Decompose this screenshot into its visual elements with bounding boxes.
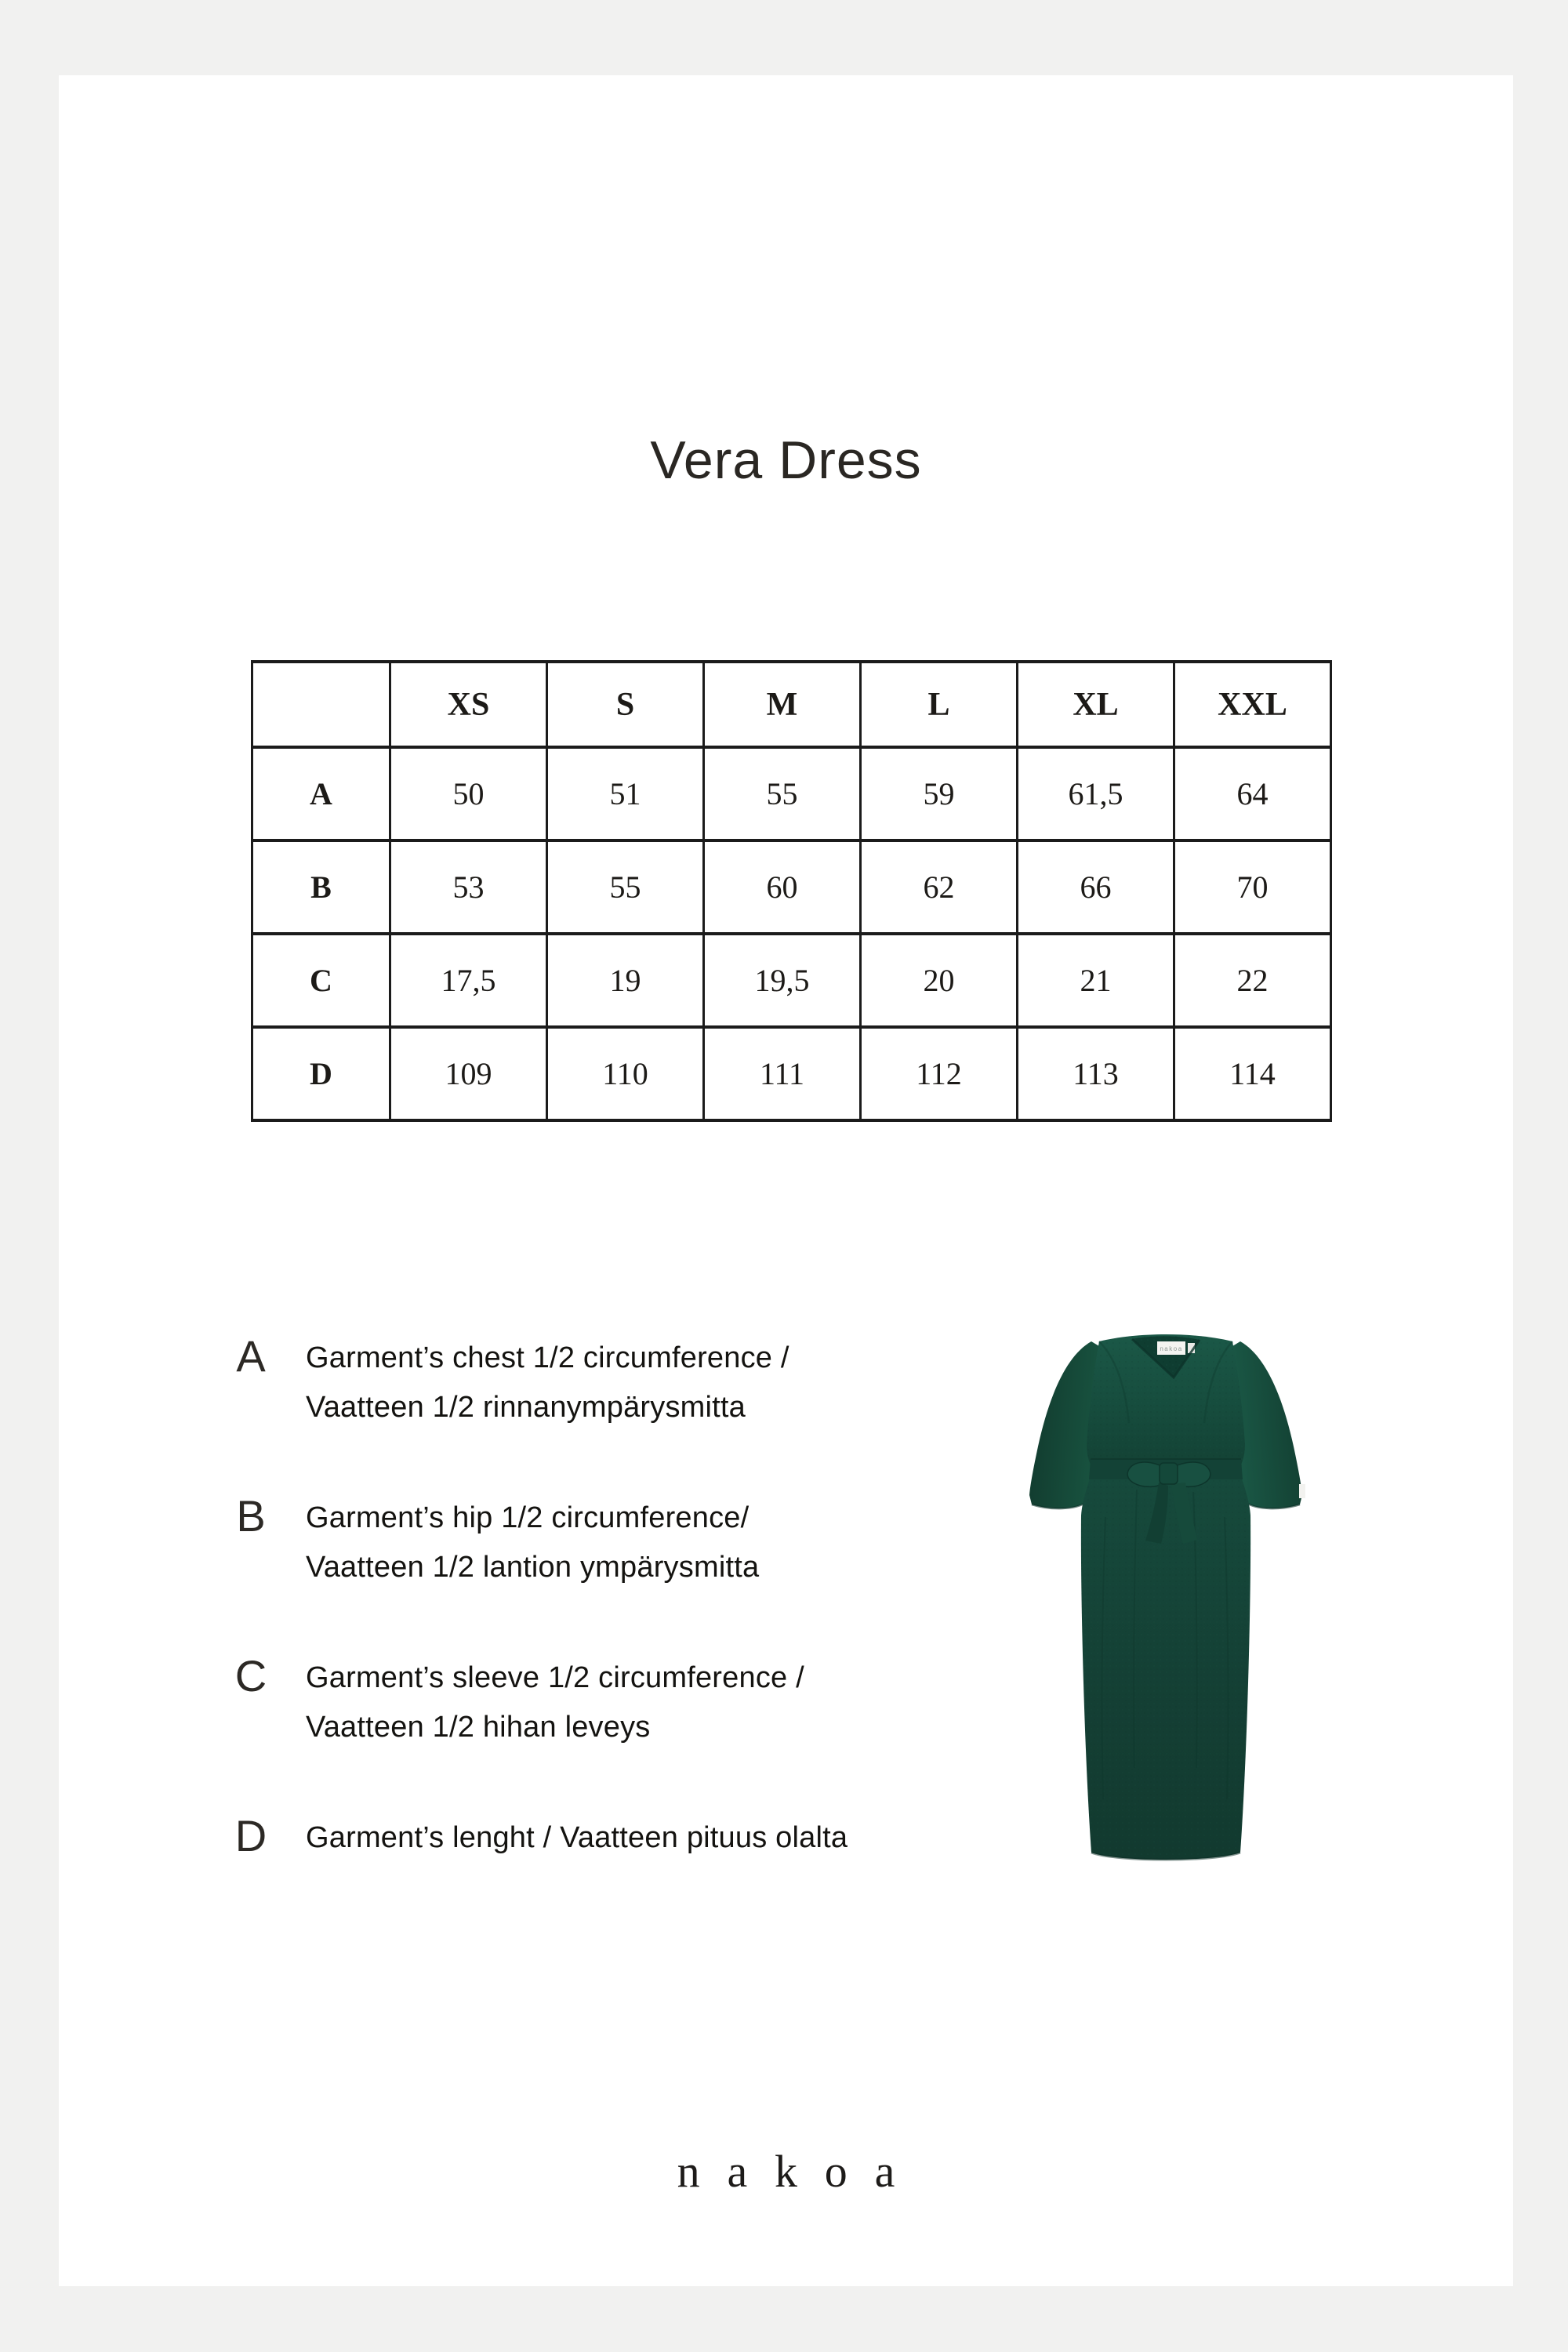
cell-d-xs: 109 (390, 1027, 547, 1120)
col-header-s: S (547, 662, 704, 747)
legend-text-b (306, 1494, 870, 1592)
row-label-c: C (252, 934, 390, 1027)
table-row-d (252, 1027, 1331, 1120)
col-header-xl: XL (1018, 662, 1174, 747)
page-card (59, 75, 1513, 2286)
row-label-d: D (252, 1027, 390, 1120)
row-label-b: B (252, 840, 390, 934)
cell-d-l: 112 (861, 1027, 1018, 1120)
cell-c-m: 19,5 (704, 934, 861, 1027)
legend-c-line1: Garment’s sleeve 1/2 circumference / (306, 1661, 804, 1694)
legend-text-c (306, 1653, 870, 1752)
row-label-a: A (252, 747, 390, 840)
legend-b-line1: Garment’s hip 1/2 circumference/ (306, 1501, 750, 1534)
cell-b-l: 62 (861, 840, 1018, 934)
legend-c-line2: Vaatteen 1/2 hihan leveys (306, 1711, 651, 1744)
brand-logo: nakoa (677, 2146, 923, 2197)
cell-c-xl: 21 (1018, 934, 1174, 1027)
cell-a-l: 59 (861, 747, 1018, 840)
page-title: Vera Dress (650, 430, 922, 490)
cell-d-m: 111 (704, 1027, 861, 1120)
col-header-m: M (704, 662, 861, 747)
cell-a-xxl: 64 (1174, 747, 1331, 840)
legend-letter-b: B (236, 1491, 266, 1541)
dress-illustration (980, 1329, 1348, 1878)
legend-a-line1: Garment’s chest 1/2 circumference / (306, 1341, 789, 1374)
cell-d-xl: 113 (1018, 1027, 1174, 1120)
size-table-header-row (252, 662, 1331, 747)
legend-text-a (306, 1334, 870, 1432)
cell-c-s: 19 (547, 934, 704, 1027)
neck-tag-text: nakoa (1160, 1345, 1183, 1352)
legend-d-line1: Garment’s lenght / Vaatteen pituus olalta (306, 1821, 848, 1854)
cell-b-xs: 53 (390, 840, 547, 934)
cell-c-l: 20 (861, 934, 1018, 1027)
cell-b-m: 60 (704, 840, 861, 934)
table-row-c (252, 934, 1331, 1027)
table-corner-cell (252, 662, 390, 747)
table-row-b (252, 840, 1331, 934)
cell-c-xxl: 22 (1174, 934, 1331, 1027)
legend-letter-a: A (236, 1331, 266, 1381)
col-header-xs: XS (390, 662, 547, 747)
size-table-container (251, 660, 1330, 1122)
legend-letter-c: C (234, 1651, 267, 1700)
cell-c-xs: 17,5 (390, 934, 547, 1027)
product-image-dress (980, 1329, 1348, 1878)
legend-text-d (306, 1813, 870, 1863)
legend-letter-d: D (234, 1811, 267, 1860)
col-header-l: L (861, 662, 1018, 747)
cell-d-xxl: 114 (1174, 1027, 1331, 1120)
cell-b-xxl: 70 (1174, 840, 1331, 934)
cell-d-s: 110 (547, 1027, 704, 1120)
cell-a-s: 51 (547, 747, 704, 840)
legend-a-line2: Vaatteen 1/2 rinnanympärysmitta (306, 1391, 746, 1424)
table-row-a (252, 747, 1331, 840)
cell-a-m: 55 (704, 747, 861, 840)
cell-b-s: 55 (547, 840, 704, 934)
col-header-xxl: XXL (1174, 662, 1331, 747)
cell-a-xl: 61,5 (1018, 747, 1174, 840)
legend-b-line2: Vaatteen 1/2 lantion ympärysmitta (306, 1551, 760, 1584)
sleeve-tag (1299, 1484, 1305, 1498)
cell-b-xl: 66 (1018, 840, 1174, 934)
cell-a-xs: 50 (390, 747, 547, 840)
size-table (251, 660, 1332, 1122)
